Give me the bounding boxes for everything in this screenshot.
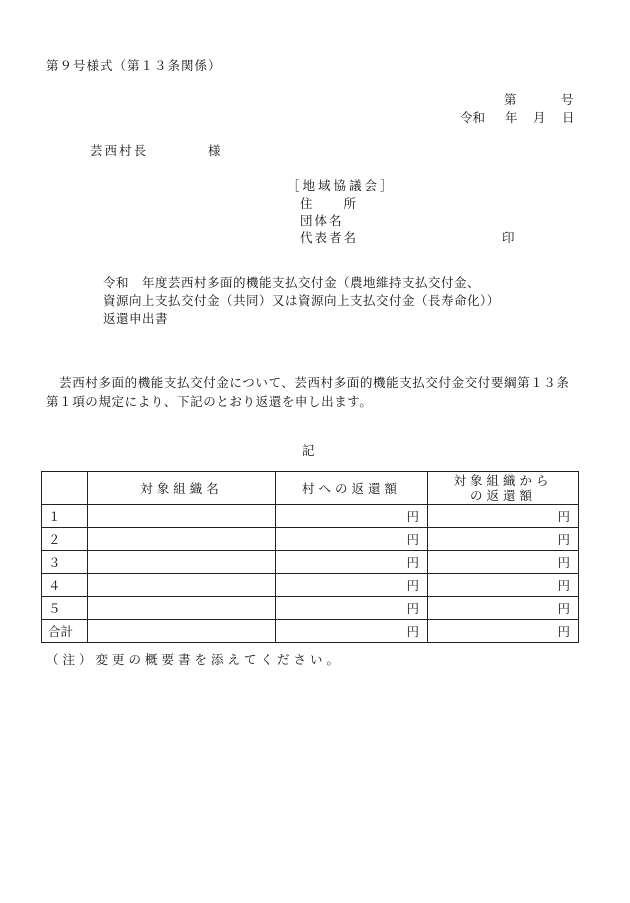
row-label: ５ [42,597,88,620]
refund-table [41,471,579,643]
table-row [42,528,579,551]
village-amount-cell: 円 [276,551,428,574]
date-era: 令和 [460,110,486,125]
title-line-2: 資源向上支払交付金（共同）又は資源向上支払交付金（長寿命化）） [103,293,500,308]
org-amount-cell: 円 [428,597,579,620]
table-header-row [42,472,579,505]
header-org-name: 対象組織名 [88,472,276,505]
representative-label: 代表者名 [300,230,359,245]
seal-mark: 印 [502,230,515,245]
org-amount-cell: 円 [428,551,579,574]
date-year: 年 [505,110,518,125]
org-amount-cell: 円 [428,528,579,551]
org-name-cell [88,574,276,597]
row-label: ２ [42,528,88,551]
row-label: ４ [42,574,88,597]
org-name-cell [88,597,276,620]
village-amount-cell: 円 [276,574,428,597]
table-row [42,597,579,620]
addressee-name: 芸西村長 [90,143,149,158]
table-row [42,551,579,574]
header-village-refund: 村への返還額 [276,472,428,505]
header-org-refund: 対象組織からの返還額 [428,472,579,505]
title-line-1: 令和 年度芸西村多面的機能支払交付金（農地維持支払交付金、 [103,275,481,290]
table-row [42,505,579,528]
village-amount-cell: 円 [276,597,428,620]
org-name-cell [88,528,276,551]
form-number: 第９号様式（第１３条関係） [46,58,222,73]
org-amount-cell: 円 [428,574,579,597]
village-amount-cell: 円 [276,528,428,551]
row-label: １ [42,505,88,528]
table-total-row [42,620,579,643]
date-day: 日 [562,110,575,125]
total-label: 合計 [42,620,88,643]
title-line-3: 返還申出書 [103,311,169,326]
doc-number-prefix: 第 [504,92,517,107]
org-name-cell [88,551,276,574]
group-name-label: 団体名 [300,213,344,228]
village-amount-cell: 円 [276,505,428,528]
footnote: （注）変更の概要書を添えてください。 [46,652,344,667]
header-index [42,472,88,505]
org-name-cell [88,505,276,528]
org-amount-cell: 円 [428,505,579,528]
addressee [90,141,223,159]
date-month: 月 [533,110,546,125]
addressee-honorific: 様 [208,143,223,158]
village-total-cell: 円 [276,620,428,643]
ki-heading: 記 [302,443,315,458]
org-total-cell: 円 [428,620,579,643]
row-label: ３ [42,551,88,574]
org-name-cell [88,620,276,643]
doc-number-suffix: 号 [561,92,574,107]
table-row [42,574,579,597]
address-label: 住 所 [300,196,359,211]
body-paragraph: 芸西村多面的機能支払交付金について、芸西村多面的機能支払交付金交付要綱第１３条第１項の規定により、下記のとおり返還を申し出ます。 [46,375,570,409]
org-type: ［地域協議会］ [287,178,396,193]
